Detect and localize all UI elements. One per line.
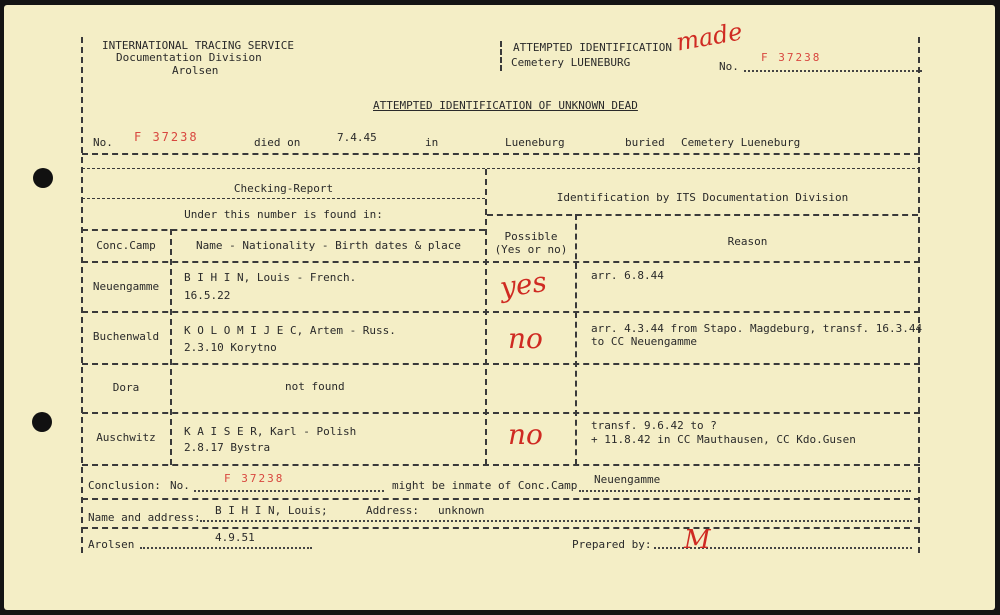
header-no-value: F 37238 [761,51,822,64]
divider-camp-name [170,229,172,465]
header-handwritten-note: made [674,17,745,57]
header-box-title: ATTEMPTED IDENTIFICATION [513,41,672,54]
divider-left-right [485,169,487,465]
footer-place: Arolsen [88,538,135,551]
record-died-value: 7.4.45 [337,131,377,144]
name-address-dots [200,520,912,522]
conclusion-rule [82,498,920,500]
row-reason-line1: transf. 9.6.42 to ? [591,419,717,432]
row-camp: Dora [112,381,140,394]
header-box-left-border [500,41,502,71]
row-reason-line2: to CC Neuengamme [591,335,697,348]
table-rule-2-right [487,214,918,216]
row-rule-2 [82,363,920,365]
conclusion-no-label: No. [170,479,190,492]
header-no-dots [744,70,922,72]
record-rule [82,153,920,155]
col-header-name: Name - Nationality - Birth dates & place [196,239,461,252]
footer-date: 4.9.51 [215,531,255,544]
conclusion-label: Conclusion: [88,479,161,492]
row-reason-line2: + 11.8.42 in CC Mauthausen, CC Kdo.Gusen [591,433,856,446]
record-no-label: No. [93,136,113,149]
col-header-camp: Conc.Camp [96,239,156,252]
record-buried-label: buried [625,136,665,149]
row-name-line2: 2.3.10 Korytno [184,341,277,354]
header-no-label: No. [719,60,739,73]
conclusion-no-dots [194,490,384,492]
conclusion-camp-dots [579,490,911,492]
row-name-line1: K O L O M I J E C, Artem - Russ. [184,324,396,337]
table-bottom-rule [82,464,920,466]
name-address-address-label: Address: [366,504,419,517]
divider-possible-reason [575,214,577,465]
checking-report-title: Checking-Report [233,182,334,195]
header-cemetery: Cemetery LUENEBURG [511,56,631,69]
conclusion-camp: Neuengamme [594,473,661,486]
footer-initials: M [684,525,711,555]
row-camp: Auschwitz [96,431,156,444]
record-place: Lueneburg [505,136,565,149]
org-line-1: INTERNATIONAL TRACING SERVICE [102,39,295,52]
row-rule-3 [82,412,920,414]
row-reason-line1: arr. 6.8.44 [591,269,664,282]
table-header-bottom [82,261,920,263]
org-line-2: Documentation Division [116,51,262,64]
row-camp: Neuengamme [92,280,160,293]
conclusion-middle: might be inmate of Conc.Camp [392,479,578,492]
tracing-card [4,5,995,610]
row-camp: Buchenwald [92,330,160,343]
row-possible: yes [497,264,549,305]
footer-date-dots [140,547,312,549]
org-line-3: Arolsen [172,64,219,77]
record-buried-value: Cemetery Lueneburg [681,136,801,149]
table-rule-2-left [82,229,485,231]
punch-hole-bottom [32,412,52,432]
record-no-value: F 37238 [134,130,199,144]
col-header-reason: Reason [727,235,768,248]
under-number-text: Under this number is found in: [184,208,383,221]
identification-header: Identification by ITS Documentation Division [556,191,849,204]
name-address-label: Name and address: [88,511,201,524]
col-header-possible-1: Possible [504,230,558,243]
row-reason-line1: arr. 4.3.44 from Stapo. Magdeburg, transf. 16.3.44 [591,322,923,335]
row-possible: no [508,418,543,451]
col-header-possible-2: (Yes or no) [494,243,568,256]
name-address-name: B I H I N, Louis; [215,504,328,517]
record-rule-2 [82,168,920,169]
form-title: ATTEMPTED IDENTIFICATION OF UNKNOWN DEAD [373,99,638,112]
conclusion-no-value: F 37238 [224,472,285,485]
row-name-line2: 2.8.17 Bystra [184,441,271,454]
row-rule-1 [82,311,920,313]
name-address-rule [82,527,920,529]
row-name-line1: K A I S E R, Karl - Polish [184,425,357,438]
frame-left [81,37,83,553]
footer-prepared-label: Prepared by: [572,538,652,551]
row-name-line2: 16.5.22 [184,289,231,302]
name-address-address: unknown [438,504,485,517]
record-died-label: died on [254,136,301,149]
row-name-line1: B I H I N, Louis - French. [184,271,357,284]
record-in-label: in [425,136,439,149]
row-possible: no [508,322,543,355]
row-name-line1: not found [285,380,345,393]
frame-right [918,37,920,553]
punch-hole-top [33,168,53,188]
table-rule-1 [82,198,485,199]
